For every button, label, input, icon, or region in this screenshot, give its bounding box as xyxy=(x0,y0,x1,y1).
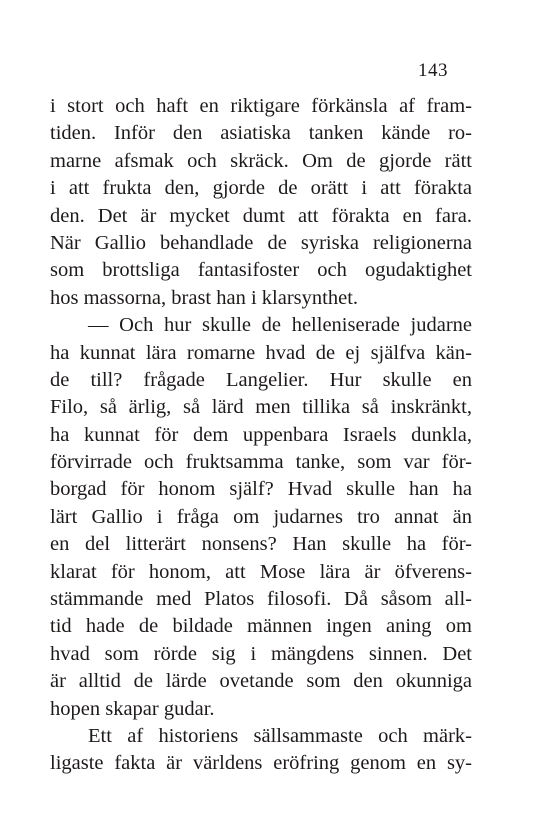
text-line: tid hade de bildade männen ingen aning om xyxy=(50,615,472,638)
text-line: i att frukta den, gjorde de orätt i att förakta xyxy=(50,177,472,200)
text-line: stämmande med Platos filosofi. Då såsom all- xyxy=(50,588,472,611)
text-line: i stort och haft en riktigare förkänsla af fram- xyxy=(50,95,472,117)
text-line: de till? frågade Langelier. Hur skulle en xyxy=(50,368,472,391)
text-line: klarat för honom, att Mose lära är öfverens- xyxy=(50,560,472,583)
text-line: lärt Gallio i fråga om judarnes tro annat än xyxy=(50,505,472,528)
text-line: hopen skapar gudar. xyxy=(50,697,215,720)
text-line: ha kunnat lära romarne hvad de ej själfva kän- xyxy=(50,341,472,364)
text-line: När Gallio behandlade de syriska religionerna xyxy=(50,231,472,254)
text-line: förvirrade och fruktsamma tanke, som var för- xyxy=(50,451,472,474)
body-text xyxy=(50,93,472,778)
page-number: 143 xyxy=(418,60,448,81)
text-line: Filo, så ärlig, så lärd men tillika så inskränkt, xyxy=(50,396,472,419)
text-line: ligaste fakta är världens eröfring genom en sy- xyxy=(50,752,472,775)
text-line: Ett af historiens sällsammaste och märk- xyxy=(88,724,472,747)
text-line: en del litterärt nonsens? Han skulle ha för- xyxy=(50,533,472,556)
text-line: ha kunnat för dem uppenbara Israels dunkla, xyxy=(50,423,472,446)
text-line: hvad som rörde sig i mängdens sinnen. Det xyxy=(50,642,472,665)
text-line: marne afsmak och skräck. Om de gjorde rätt xyxy=(50,149,472,172)
text-line: — Och hur skulle de helleniserade judarne xyxy=(88,314,472,337)
text-line: tiden. Inför den asiatiska tanken kände ro- xyxy=(50,122,472,145)
text-line: som brottsliga fantasifoster och ogudaktighet xyxy=(50,259,472,282)
text-line: borgad för honom själf? Hvad skulle han ha xyxy=(50,478,472,501)
text-line: är alltid de lärde ovetande som den okunniga xyxy=(50,670,472,693)
text-line: den. Det är mycket dumt att förakta en fara. xyxy=(50,204,472,227)
text-line: hos massorna, brast han i klarsynthet. xyxy=(50,286,359,309)
